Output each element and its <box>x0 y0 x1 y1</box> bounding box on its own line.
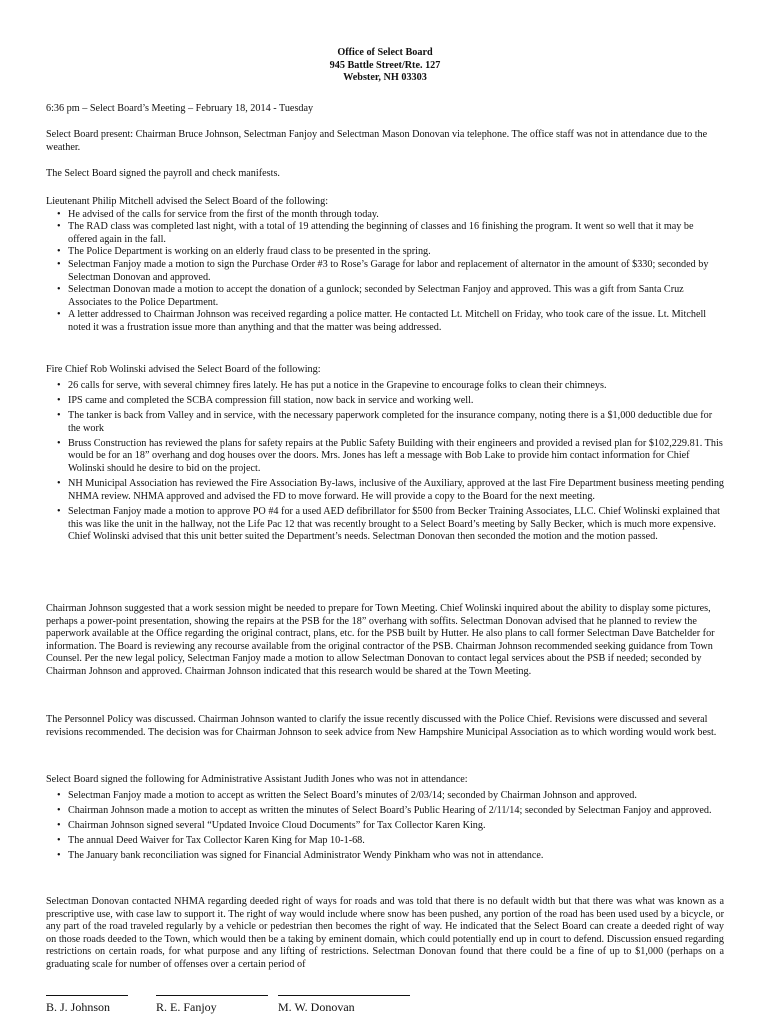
admin-section <box>46 774 724 866</box>
list-item: • Selectman Fanjoy made a motion to approve PO #4 for a used AED defibrillator for $500 from Becker Training Associates, LLC. Chief Wolinski explained that this was like the unit in the hallway, not the Life Pac 12 that was recently brought to a Select Board’s meeting by Sally Becker, which is much more expensive. Chief Wolinski advised that this unit better suited the Department’s needs. Selectman Donovan then seconded the motion and the motion passed. <box>46 506 724 544</box>
list-item: • NH Municipal Association has reviewed the Fire Association By-laws, inclusive of the Auxiliary, approved at the last Fire Department business meeting pending NHMA review. NHMA approved and advised the FD to move forward. He will provide a copy to the Board for the next meeting. <box>46 478 724 503</box>
list-item: • The RAD class was completed last night, with a total of 19 attending the beginning of classes and 16 finishing the program. It went so well that it may be offered again in the fall. <box>46 221 724 246</box>
personnel-paragraph: The Personnel Policy was discussed. Chairman Johnson wanted to clarify the issue recently discussed with the Police Chief. Revisions were discussed and several revisions recommended. The decision was for Chairman Johnson to seek advice from New Hampshire Municipal Association as to which wording would work best. <box>46 714 717 738</box>
fire-intro: Fire Chief Rob Wolinski advised the Select Board of the following: <box>46 364 321 375</box>
letterhead <box>0 47 770 85</box>
police-list <box>46 209 724 335</box>
attendance-paragraph: Select Board present: Chairman Bruce Johnson, Selectman Fanjoy and Selectman Mason Donovan via telephone. The office staff was not in attendance due to the weather. <box>46 129 708 153</box>
roads-section <box>46 896 724 978</box>
list-item: • Chairman Johnson made a motion to accept as written the minutes of Select Board’s Public Hearing of 2/11/14; seconded by Selectman Fanjoy and approved. <box>46 805 724 818</box>
payroll-paragraph: The Select Board signed the payroll and check manifests. <box>46 168 280 179</box>
office-name: Office of Select Board <box>337 47 433 58</box>
list-item: • The January bank reconciliation was signed for Financial Administrator Wendy Pinkham who was not in attendance. <box>46 850 724 863</box>
list-item: • The annual Deed Waiver for Tax Collector Karen King for Map 10-1-68. <box>46 835 724 848</box>
personnel-section <box>46 714 724 739</box>
police-intro: Lieutenant Philip Mitchell advised the Select Board of the following: <box>46 196 329 207</box>
police-section <box>46 196 724 335</box>
signature-line-donovan <box>278 995 410 996</box>
signature-name-fanjoy: R. E. Fanjoy <box>156 1000 217 1014</box>
list-item: • Selectman Fanjoy made a motion to accept as written the Select Board’s minutes of 2/03/14; seconded by Chairman Johnson and approved. <box>46 790 724 803</box>
fire-list <box>46 380 724 544</box>
fire-section <box>46 364 724 546</box>
list-item: • IPS came and completed the SCBA compression fill station, now back in service and working well. <box>46 395 724 408</box>
list-item: • Chairman Johnson signed several “Updated Invoice Cloud Documents” for Tax Collector Karen King. <box>46 820 724 833</box>
attendance-section <box>46 129 724 154</box>
list-item: • A letter addressed to Chairman Johnson was received regarding a police matter. He contacted Lt. Mitchell on Friday, who took care of the issue. Lt. Mitchell noted it was a frustration issue more than anything and that the matter was being addressed. <box>46 309 724 334</box>
roads-paragraph: Selectman Donovan contacted NHMA regarding deeded right of ways for roads and was told that there is no default width but that there was what was known as a prescriptive use, with case law to support it. The right of way would include where snow has been pushed, any portion of the road has been used used by a bicycle, or any part of the road traveled regularly by a vehicle or pedestrian then becomes the right of way. He indicated that the Select Board can create a deeded right of way on those roads deeded to the Town, which would then be a taking by eminent domain, which could potentially end up in court to defend. Discussion ensued regarding restrictions on certain roads, for what purpose and any lifting of restrictions. Selectman Donovan found that there could be a fine of up to $1,000 (perhaps on a graduating scale for number of offenses over a certain period of <box>46 896 724 970</box>
signature-name-donovan: M. W. Donovan <box>278 1000 355 1014</box>
list-item: • Selectman Donovan made a motion to accept the donation of a gunlock; seconded by Selectman Fanjoy and approved. This was a gift from Santa Cruz Associates to the Police Department. <box>46 284 724 309</box>
office-city: Webster, NH 03303 <box>343 72 427 84</box>
signature-line-johnson <box>46 995 128 996</box>
list-item: • The tanker is back from Valley and in service, with the necessary paperwork completed for the insurance company, noting there is a $1,000 deductible due for the work <box>46 410 724 435</box>
list-item: • 26 calls for serve, with several chimney fires lately. He has put a notice in the Grapevine to encourage folks to clean their chimneys. <box>46 380 724 393</box>
meeting-line: 6:36 pm – Select Board’s Meeting – February 18, 2014 - Tuesday <box>46 103 314 114</box>
meeting-heading <box>46 103 724 116</box>
list-item: • Selectman Fanjoy made a motion to sign the Purchase Order #3 to Rose’s Garage for labor and replacement of alternator in the amount of $330; seconded by Selectman Donovan and approved. <box>46 259 724 284</box>
town-meeting-paragraph: Chairman Johnson suggested that a work session might be needed to prepare for Town Meeting. Chief Wolinski inquired about the ability to display some pictures, perhaps a power-point presentation, showing the repairs at the PSB for the 18” overhang with soffits. Selectman Donovan advised that he planned to review the paperwork available at the Office regarding the original contract, plans, etc. for the PSB built by Hutter. He also plans to call former Selectman Dave Batchelder for information. The Board is reviewing any recourse available from the original contractor of the PSB. Chairman Johnson recommended seeking guidance from Town Counsel. Per the new legal policy, Selectman Fanjoy made a motion to allow Selectman Donovan to contact legal services about the PSB if needed; seconded by Chairman Johnson and approved. Chairman Johnson indicated that this research would be shared at the Town Meeting. <box>46 603 715 677</box>
list-item: • Bruss Construction has reviewed the plans for safety repairs at the Public Safety Building with their engineers and provided a revised plan for $102,229.81. This would be for an 18” overhang and dog houses over the doors. Mrs. Jones has left a message with Bob Lake to provide him contact information for Chief Wolinski should he desire to bid on the project. <box>46 438 724 476</box>
signature-name-johnson: B. J. Johnson <box>46 1000 111 1014</box>
list-item: • The Police Department is working on an elderly fraud class to be presented in the spring. <box>46 246 724 259</box>
admin-intro: Select Board signed the following for Administrative Assistant Judith Jones who was not in attendance: <box>46 774 468 785</box>
town-meeting-section <box>46 603 724 679</box>
admin-list <box>46 790 724 863</box>
payroll-section <box>46 168 724 181</box>
office-street: 945 Battle Street/Rte. 127 <box>329 59 441 71</box>
list-item: • He advised of the calls for service from the first of the month through today. <box>46 209 724 222</box>
signature-line-fanjoy <box>156 995 268 996</box>
